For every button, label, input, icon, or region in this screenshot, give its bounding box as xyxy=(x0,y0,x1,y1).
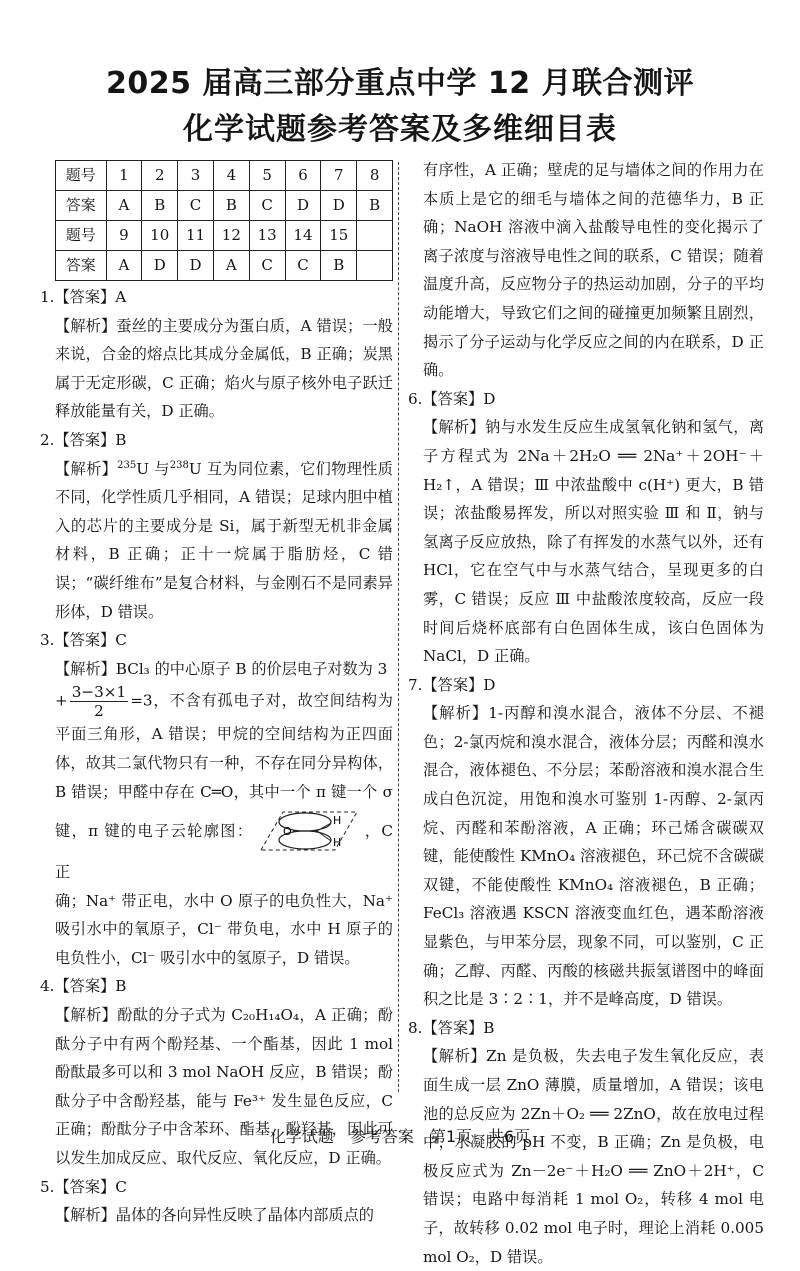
table-cell: 1 xyxy=(106,161,142,191)
explanation: 【解析】BCl₃ 的中心原子 B 的价层电子对数为 3 + $\frac{3-3\times 1}{2}$ =3，不含有孤电子对，故空间结构为平面三角形，A 错误；甲烷的空间结构为正四面体，故其二氯代物只有一种，不存在同分异构体，B 错误；甲醛中存在 C═O，其中一个 π 键一个 σ 键，π 键的电子云轮廓图： O H H ，C 正 确；Na⁺ 带正电，水中 O 原子的电负性大，Na⁺ 吸引水中的氧原子，Cl⁻ 带负电，水中 H 原子的电负性小，Cl⁻ 吸引水中的氢原子，D 错误。 xyxy=(55,659,394,967)
hydrogen-label: H xyxy=(333,836,342,850)
table-cell: 6 xyxy=(285,161,321,191)
table-cell: 7 xyxy=(321,161,357,191)
oxygen-label: O xyxy=(283,825,293,839)
table-cell: 15 xyxy=(321,221,357,251)
table-cell: 9 xyxy=(106,221,142,251)
table-cell: 2 xyxy=(142,161,178,191)
row-header-cell: 答案 xyxy=(56,191,107,221)
table-cell: 11 xyxy=(178,221,214,251)
table-cell: 3 xyxy=(178,161,214,191)
question-1 xyxy=(40,283,393,426)
table-cell: B xyxy=(213,191,249,221)
explanation: 【解析】晶体的各向异性反映了晶体内部质点的 xyxy=(55,1206,374,1225)
right-column xyxy=(408,156,764,1271)
answer-head: 3.【答案】C xyxy=(40,631,127,650)
table-row xyxy=(56,221,393,251)
explanation: 【解析】蚕丝的主要成分为蛋白质，A 错误；一般来说，合金的熔点比其成分金属低，B 正确；炭黑属于无定形碳，C 正确；焰火与原子核外电子跃迁释放能量有关，D 正确。 xyxy=(55,316,393,421)
table-row xyxy=(56,161,393,191)
explanation: 【解析】酚酞的分子式为 C₂₀H₁₄O₄，A 正确；酚酞分子中有两个酚羟基、一个酯基，因此 1 mol 酚酞最多可以和 3 mol NaOH 反应，B 错误；酚酞分子中含酚羟基，能与 Fe³⁺ 发生显色反应，C 正确；酚酞分子中含苯环、酯基、酚羟基，因此可以发生加成反应、取代反应、氧化反应，D 正确。 xyxy=(55,1006,393,1168)
table-cell: A xyxy=(106,251,142,281)
row-header-cell: 答案 xyxy=(56,251,107,281)
table-cell: 4 xyxy=(213,161,249,191)
table-cell: A xyxy=(106,191,142,221)
question-3 xyxy=(40,626,393,972)
answer-head: 6.【答案】D xyxy=(408,389,496,408)
question-6 xyxy=(408,385,764,671)
table-cell: C xyxy=(285,251,321,281)
table-cell xyxy=(357,221,393,251)
answer-table xyxy=(55,160,393,281)
pi-bond-orbital-diagram xyxy=(253,806,363,858)
row-header-cell: 题号 xyxy=(56,221,107,251)
table-cell: C xyxy=(249,191,285,221)
column-divider xyxy=(398,162,399,1092)
explanation: 【解析】钠与水发生反应生成氢氧化钠和氢气，离子方程式为 2Na＋2H₂O ══ 2Na⁺＋2OH⁻＋H₂↑，A 错误；Ⅲ 中浓盐酸中 c(H⁺) 更大，B 错误；浓盐酸易挥发，所以对照实验 Ⅲ 和 Ⅱ，钠与氢离子反应放热，除了有挥发的水蒸气以外，还有 HCl，它在空气中与水蒸气结合，呈现更多的白雾，C 错误；反应 Ⅲ 中盐酸浓度较高，反应一段时间后烧杯底部有白色固体生成，该白色固体为 NaCl，D 正确。 xyxy=(423,418,764,666)
table-cell: 5 xyxy=(249,161,285,191)
table-cell: D xyxy=(178,251,214,281)
table-cell: 10 xyxy=(142,221,178,251)
table-cell: 12 xyxy=(213,221,249,251)
page-footer: 化学试题 参考答案 第1页 共6页 xyxy=(269,1127,531,1146)
table-cell: D xyxy=(142,251,178,281)
hydrogen-label: H xyxy=(333,814,342,828)
table-cell: 14 xyxy=(285,221,321,251)
table-row xyxy=(56,191,393,221)
left-column xyxy=(40,160,393,1230)
table-cell: B xyxy=(321,251,357,281)
explanation: 【解析】1-丙醇和溴水混合，液体不分层、不褪色；2-氯丙烷和溴水混合，液体分层；丙醛和溴水混合，液体褪色、不分层；苯酚溶液和溴水混合生成白色沉淀，用饱和溴水可鉴别 1-丙醇、2-氯丙烷、丙醛和苯酚溶液，A 正确；环己烯含碳碳双键，能使酸性 KMnO₄ 溶液褪色，环己烷不含碳碳双键，不能使酸性 KMnO₄ 溶液褪色，B 正确；FeCl₃ 溶液遇 KSCN 溶液变血红色，遇苯酚溶液显紫色，与甲苯分层，现象不同，可以鉴别，C 正确；乙醇、丙醛、丙酸的核磁共振氢谱图中的峰面积之比是 3∶2∶1，并不是峰高度，D 错误。 xyxy=(423,704,764,1009)
explanation: 【解析】Zn 是负极，失去电子发生氧化反应，表面生成一层 ZnO 薄膜，质量增加，A 错误；该电池的总反应为 2Zn＋O₂ ══ 2ZnO，故在放电过程中，水凝胶的 pH 不变，B 正确；Zn 是负极，电极反应式为 Zn－2e⁻＋H₂O ══ ZnO＋2H⁺，C 错误；电路中每消耗 1 mol O₂，转移 4 mol 电子，故转移 0.02 mol 电子时，理论上消耗 0.005 mol O₂，D 错误。 xyxy=(423,1047,764,1266)
fraction: $\frac{3-3\times 1}{2}$ xyxy=(71,683,127,721)
answer-head: 4.【答案】B xyxy=(40,977,127,996)
question-5 xyxy=(40,1173,393,1230)
table-cell: B xyxy=(142,191,178,221)
answer-head: 7.【答案】D xyxy=(408,675,496,694)
document-title: 2025 届高三部分重点中学 12 月联合测评 xyxy=(105,66,695,101)
answer-head: 5.【答案】C xyxy=(40,1177,127,1196)
table-cell: B xyxy=(357,191,393,221)
answer-head: 8.【答案】B xyxy=(408,1018,495,1037)
document-subtitle: 化学试题参考答案及多维细目表 xyxy=(183,112,617,147)
question-7 xyxy=(408,671,764,1014)
table-cell: D xyxy=(321,191,357,221)
row-header-cell: 题号 xyxy=(56,161,107,191)
table-cell xyxy=(357,251,393,281)
table-cell: D xyxy=(285,191,321,221)
answer-head: 1.【答案】A xyxy=(40,288,127,306)
table-cell: 8 xyxy=(357,161,393,191)
table-cell: 13 xyxy=(249,221,285,251)
table-cell: C xyxy=(178,191,214,221)
explanation: 【解析】$^{235}$U 与$^{238}$U 互为同位素，它们物理性质不同，化学性质几乎相同，A 错误；足球内胆中植入的芯片的主要成分是 Si，属于新型无机非金属材料，B 正确；正十一烷属于脂肪烃，C 错误；“碳纤维布”是复合材料，与金刚石不是同素异形体，D 错误。 xyxy=(55,459,393,621)
explanation-continued: 有序性，A 正确；壁虎的足与墙体之间的作用力在本质上是它的细毛与墙体之间的范德华力，B 正确；NaOH 溶液中滴入盐酸导电性的变化揭示了离子浓度与溶液导电性之间的联系，C 错误；随着温度升高，反应物分子的热运动加剧，分子的平均动能增大，导致它们之间的碰撞更加频繁且剧烈，揭示了分子运动与化学反应之间的内在联系，D 正确。 xyxy=(423,161,764,380)
answer-head: 2.【答案】B xyxy=(40,430,127,449)
question-2 xyxy=(40,426,393,626)
table-cell: A xyxy=(213,251,249,281)
table-row xyxy=(56,251,393,281)
table-cell: C xyxy=(249,251,285,281)
